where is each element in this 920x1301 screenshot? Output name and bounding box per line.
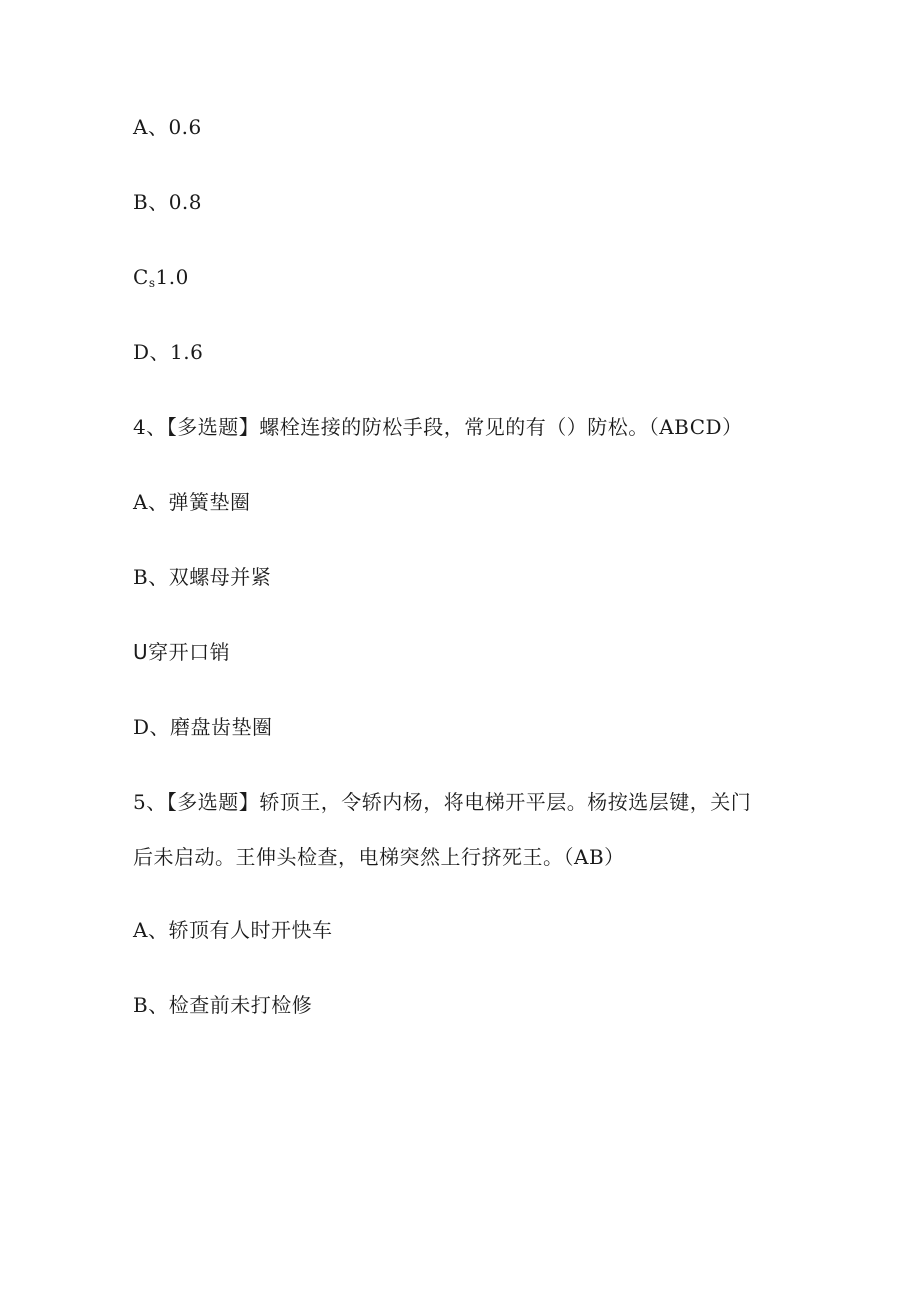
q5-stem-line-2: 后未启动。王伸头检查，电梯突然上行挤死王。（AB）: [133, 845, 625, 869]
q4-option-d: D、磨盘齿垫圈: [133, 715, 273, 739]
q5-stem-line-1: 5、【多选题】轿顶王，令轿内杨，将电梯开平层。杨按选层键，关门: [133, 790, 752, 814]
q4-option-b: B、双螺母并紧: [133, 565, 272, 589]
q3-option-c-subscript: s: [148, 276, 156, 290]
q5-option-a: A、轿顶有人时开快车: [133, 918, 333, 942]
q4-option-a: A、弹簧垫圈: [133, 490, 251, 514]
q3-option-c-value: 1.0: [155, 265, 189, 289]
q4-stem: 4、【多选题】螺栓连接的防松手段，常见的有（）防松。（ABCD）: [133, 415, 743, 439]
q3-option-b: B、0.8: [133, 190, 203, 214]
q3-option-c-letter: C: [133, 265, 149, 289]
q3-option-d: D、1.6: [133, 340, 204, 364]
q4-option-c: U穿开口销: [133, 640, 231, 664]
q5-option-b: B、检查前未打检修: [133, 993, 313, 1017]
q3-option-c: [133, 263, 189, 297]
q3-option-a: A、0.6: [133, 115, 202, 139]
